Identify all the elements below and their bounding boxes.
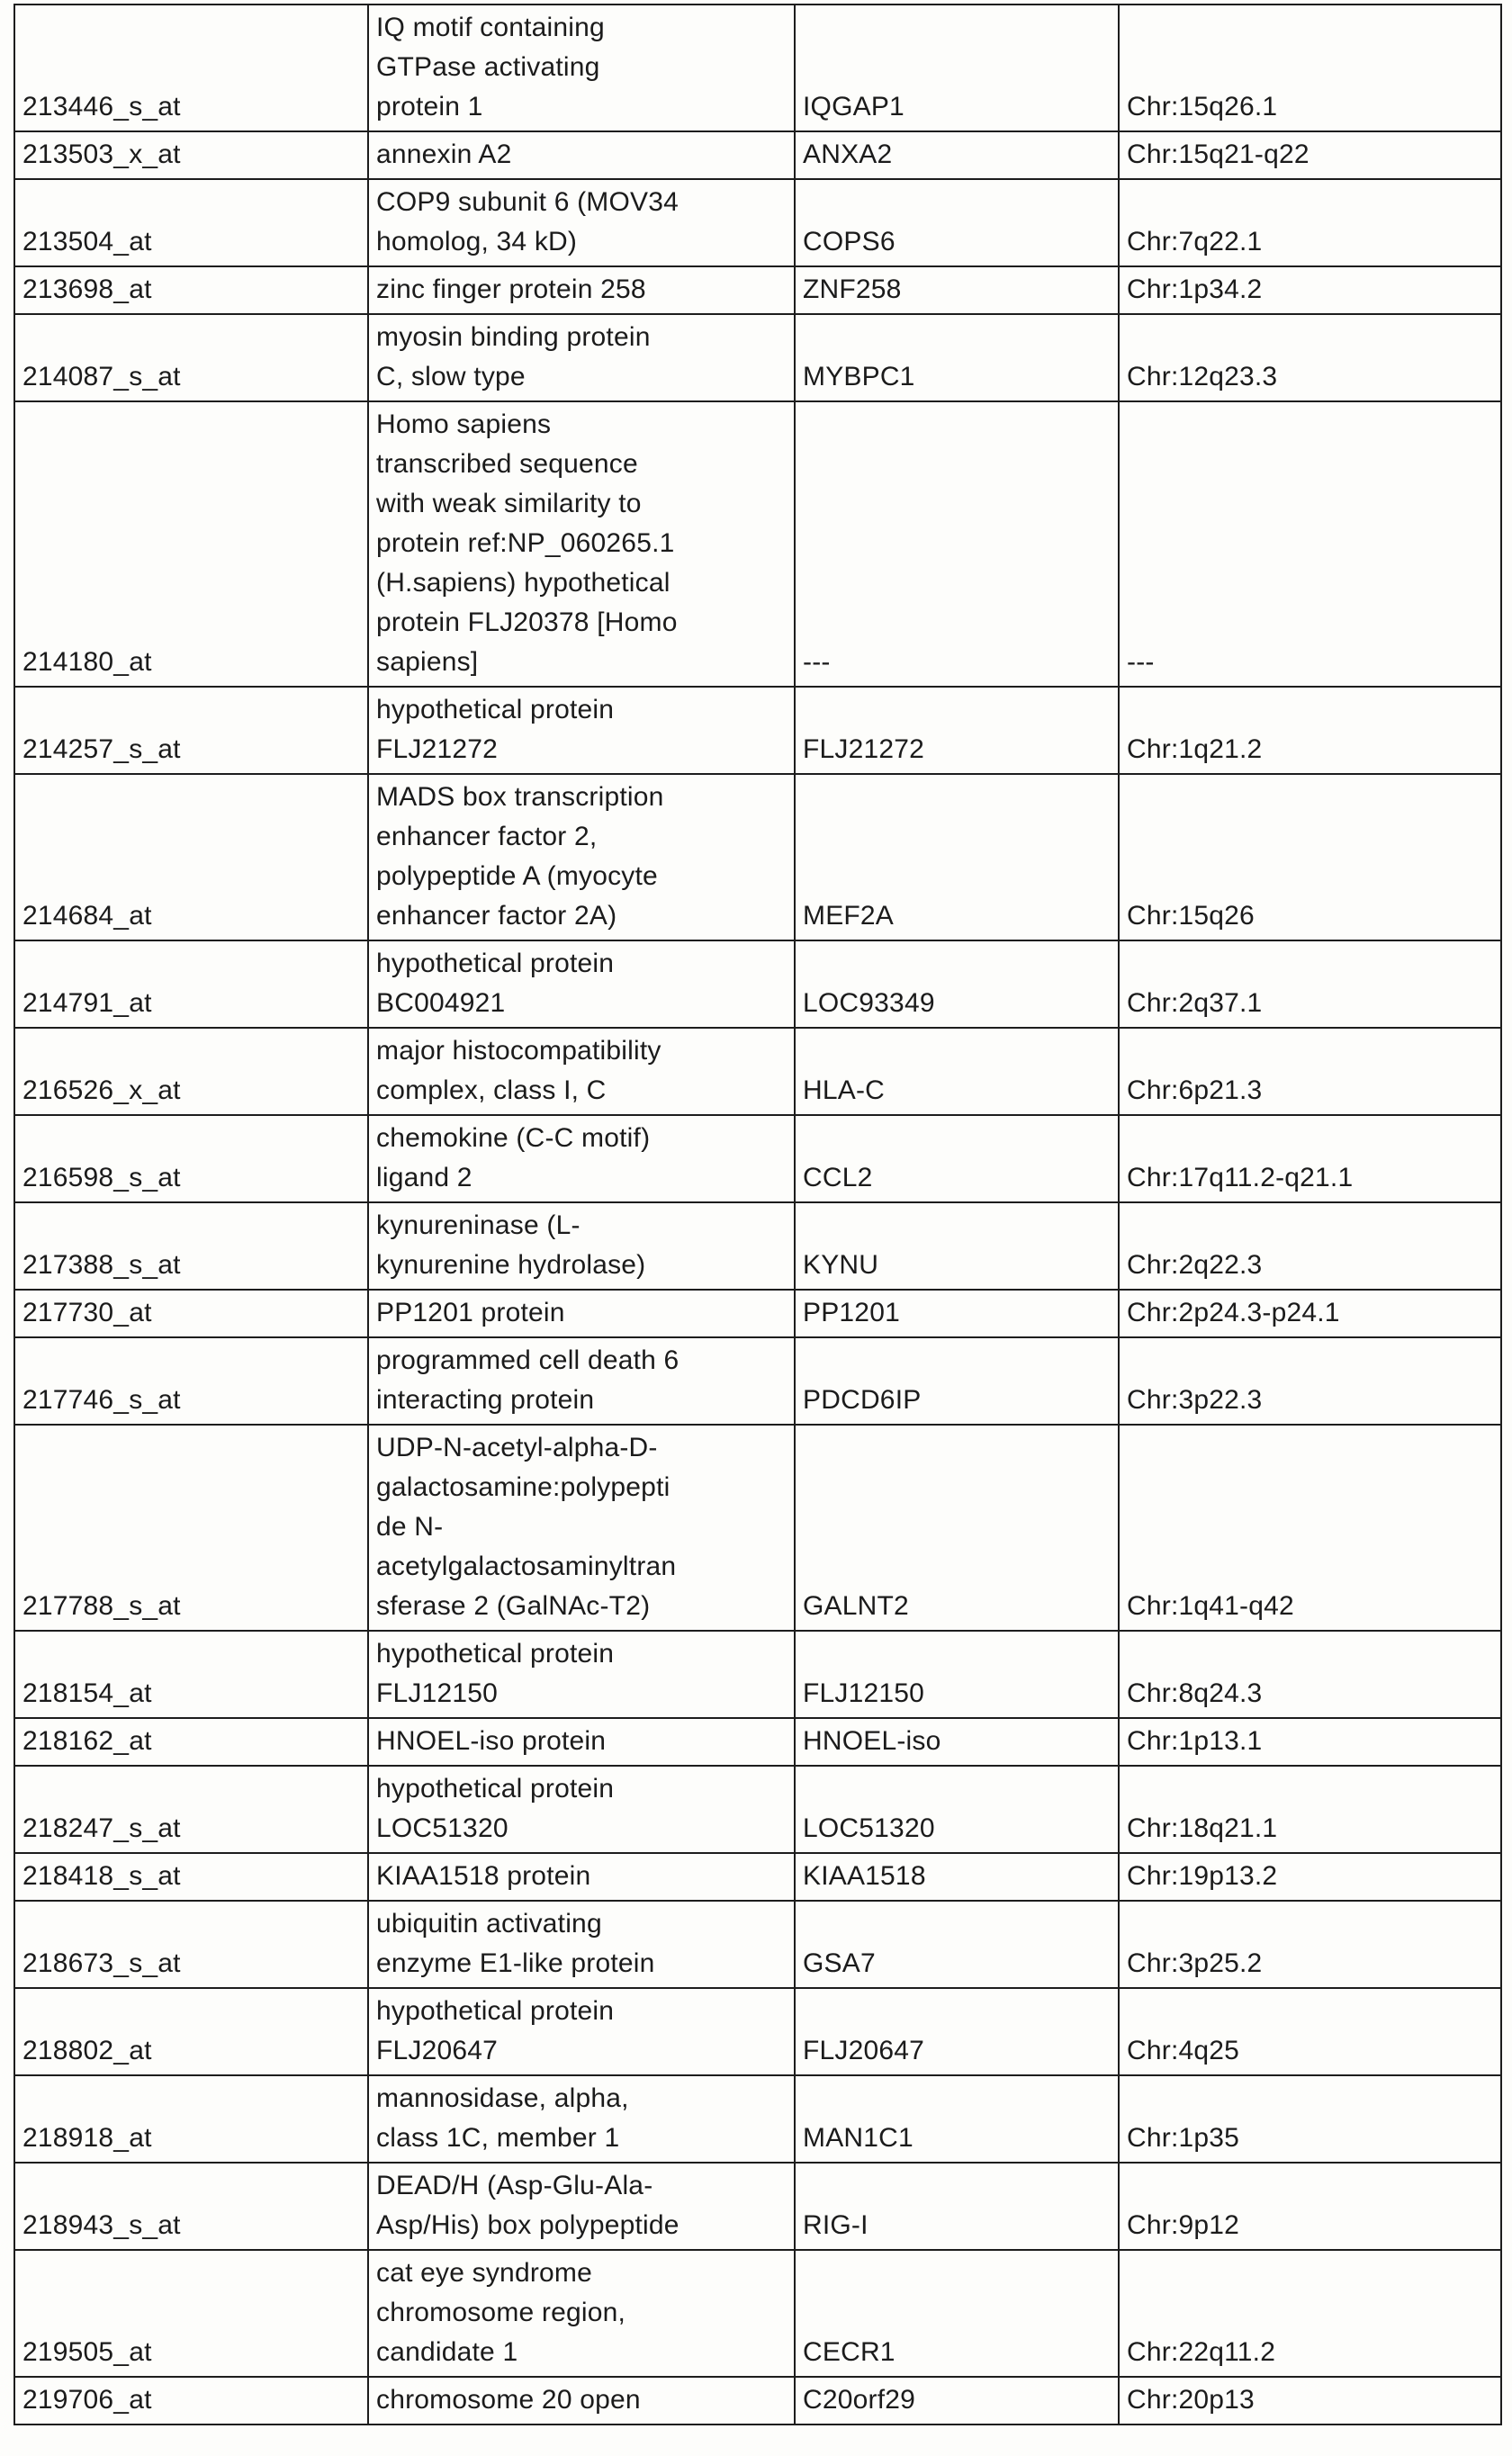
symbol-cell: CECR1 — [795, 2250, 1119, 2377]
description-cell: HNOEL-iso protein — [368, 1718, 795, 1766]
description-cell: major histocompatibility complex, class I, C — [368, 1028, 795, 1115]
description-cell: annexin A2 — [368, 131, 795, 179]
symbol-cell: FLJ21272 — [795, 687, 1119, 774]
probe-id-cell: 214180_at — [14, 401, 368, 687]
description-cell: cat eye syndrome chromosome region, candidate 1 — [368, 2250, 795, 2377]
table-row — [14, 940, 1501, 1028]
probe-id-cell: 213504_at — [14, 179, 368, 266]
symbol-cell: KIAA1518 — [795, 1853, 1119, 1901]
description-cell: hypothetical protein FLJ21272 — [368, 687, 795, 774]
symbol-cell: IQGAP1 — [795, 4, 1119, 131]
table-row — [14, 1853, 1501, 1901]
probe-id-cell: 218247_s_at — [14, 1766, 368, 1853]
symbol-cell: PDCD6IP — [795, 1337, 1119, 1425]
location-cell: Chr:2q37.1 — [1119, 940, 1501, 1028]
probe-id-cell: 218162_at — [14, 1718, 368, 1766]
location-cell: Chr:3p22.3 — [1119, 1337, 1501, 1425]
probe-id-cell: 214791_at — [14, 940, 368, 1028]
probe-id-cell: 219505_at — [14, 2250, 368, 2377]
symbol-cell: COPS6 — [795, 179, 1119, 266]
table-row — [14, 1290, 1501, 1337]
probe-id-cell: 213446_s_at — [14, 4, 368, 131]
description-cell: myosin binding protein C, slow type — [368, 314, 795, 401]
probe-id-cell: 214684_at — [14, 774, 368, 940]
table-row — [14, 1202, 1501, 1290]
probe-id-cell: 218154_at — [14, 1631, 368, 1718]
table-row — [14, 4, 1501, 131]
table-row — [14, 314, 1501, 401]
symbol-cell: FLJ12150 — [795, 1631, 1119, 1718]
symbol-cell: LOC51320 — [795, 1766, 1119, 1853]
table-row — [14, 2250, 1501, 2377]
location-cell: --- — [1119, 401, 1501, 687]
location-cell: Chr:3p25.2 — [1119, 1901, 1501, 1988]
table-row — [14, 1766, 1501, 1853]
location-cell: Chr:12q23.3 — [1119, 314, 1501, 401]
symbol-cell: HNOEL-iso — [795, 1718, 1119, 1766]
description-cell: UDP-N-acetyl-alpha-D- galactosamine:polypepti de N- acetylgalactosaminyltran sferase 2 (GalNAc-T2) — [368, 1425, 795, 1631]
table-row — [14, 266, 1501, 314]
description-cell: hypothetical protein FLJ12150 — [368, 1631, 795, 1718]
symbol-cell: KYNU — [795, 1202, 1119, 1290]
description-cell: MADS box transcription enhancer factor 2, polypeptide A (myocyte enhancer factor 2A) — [368, 774, 795, 940]
probe-id-cell: 218943_s_at — [14, 2163, 368, 2250]
location-cell: Chr:20p13 — [1119, 2377, 1501, 2425]
table-row — [14, 401, 1501, 687]
description-cell: hypothetical protein FLJ20647 — [368, 1988, 795, 2075]
location-cell: Chr:1p35 — [1119, 2075, 1501, 2163]
location-cell: Chr:19p13.2 — [1119, 1853, 1501, 1901]
symbol-cell: C20orf29 — [795, 2377, 1119, 2425]
probe-id-cell: 213503_x_at — [14, 131, 368, 179]
probe-id-cell: 214257_s_at — [14, 687, 368, 774]
symbol-cell: --- — [795, 401, 1119, 687]
description-cell: chromosome 20 open — [368, 2377, 795, 2425]
probe-id-cell: 218802_at — [14, 1988, 368, 2075]
location-cell: Chr:7q22.1 — [1119, 179, 1501, 266]
symbol-cell: CCL2 — [795, 1115, 1119, 1202]
location-cell: Chr:1p34.2 — [1119, 266, 1501, 314]
location-cell: Chr:8q24.3 — [1119, 1631, 1501, 1718]
description-cell: COP9 subunit 6 (MOV34 homolog, 34 kD) — [368, 179, 795, 266]
description-cell: hypothetical protein BC004921 — [368, 940, 795, 1028]
description-cell: programmed cell death 6 interacting protein — [368, 1337, 795, 1425]
table-row — [14, 2163, 1501, 2250]
table-row — [14, 1718, 1501, 1766]
gene-table-body — [14, 4, 1501, 2425]
symbol-cell: GALNT2 — [795, 1425, 1119, 1631]
location-cell: Chr:15q26.1 — [1119, 4, 1501, 131]
location-cell: Chr:9p12 — [1119, 2163, 1501, 2250]
table-row — [14, 1901, 1501, 1988]
probe-id-cell: 218918_at — [14, 2075, 368, 2163]
symbol-cell: LOC93349 — [795, 940, 1119, 1028]
table-row — [14, 2075, 1501, 2163]
location-cell: Chr:1q21.2 — [1119, 687, 1501, 774]
location-cell: Chr:2q22.3 — [1119, 1202, 1501, 1290]
location-cell: Chr:6p21.3 — [1119, 1028, 1501, 1115]
description-cell: zinc finger protein 258 — [368, 266, 795, 314]
table-row — [14, 1115, 1501, 1202]
location-cell: Chr:15q26 — [1119, 774, 1501, 940]
probe-id-cell: 216526_x_at — [14, 1028, 368, 1115]
symbol-cell: MAN1C1 — [795, 2075, 1119, 2163]
description-cell: PP1201 protein — [368, 1290, 795, 1337]
location-cell: Chr:1p13.1 — [1119, 1718, 1501, 1766]
probe-id-cell: 217388_s_at — [14, 1202, 368, 1290]
table-row — [14, 1425, 1501, 1631]
symbol-cell: HLA-C — [795, 1028, 1119, 1115]
symbol-cell: GSA7 — [795, 1901, 1119, 1988]
symbol-cell: MYBPC1 — [795, 314, 1119, 401]
symbol-cell: ANXA2 — [795, 131, 1119, 179]
location-cell: Chr:4q25 — [1119, 1988, 1501, 2075]
location-cell: Chr:1q41-q42 — [1119, 1425, 1501, 1631]
probe-id-cell: 217788_s_at — [14, 1425, 368, 1631]
description-cell: DEAD/H (Asp-Glu-Ala- Asp/His) box polypeptide — [368, 2163, 795, 2250]
table-row — [14, 2377, 1501, 2425]
location-cell: Chr:2p24.3-p24.1 — [1119, 1290, 1501, 1337]
location-cell: Chr:18q21.1 — [1119, 1766, 1501, 1853]
probe-id-cell: 217730_at — [14, 1290, 368, 1337]
location-cell: Chr:15q21-q22 — [1119, 131, 1501, 179]
symbol-cell: PP1201 — [795, 1290, 1119, 1337]
description-cell: hypothetical protein LOC51320 — [368, 1766, 795, 1853]
probe-id-cell: 219706_at — [14, 2377, 368, 2425]
description-cell: IQ motif containing GTPase activating protein 1 — [368, 4, 795, 131]
probe-id-cell: 217746_s_at — [14, 1337, 368, 1425]
symbol-cell: FLJ20647 — [795, 1988, 1119, 2075]
table-row — [14, 1988, 1501, 2075]
description-cell: ubiquitin activating enzyme E1-like protein — [368, 1901, 795, 1988]
description-cell: KIAA1518 protein — [368, 1853, 795, 1901]
description-cell: Homo sapiens transcribed sequence with weak similarity to protein ref:NP_060265.1 (H.sapiens) hypothetical protein FLJ20378 [Homo sapiens] — [368, 401, 795, 687]
description-cell: mannosidase, alpha, class 1C, member 1 — [368, 2075, 795, 2163]
table-row — [14, 1028, 1501, 1115]
probe-id-cell: 218418_s_at — [14, 1853, 368, 1901]
table-row — [14, 1337, 1501, 1425]
probe-id-cell: 216598_s_at — [14, 1115, 368, 1202]
description-cell: kynureninase (L- kynurenine hydrolase) — [368, 1202, 795, 1290]
symbol-cell: RIG-I — [795, 2163, 1119, 2250]
table-row — [14, 687, 1501, 774]
symbol-cell: ZNF258 — [795, 266, 1119, 314]
description-cell: chemokine (C-C motif) ligand 2 — [368, 1115, 795, 1202]
table-row — [14, 1631, 1501, 1718]
symbol-cell: MEF2A — [795, 774, 1119, 940]
location-cell: Chr:22q11.2 — [1119, 2250, 1501, 2377]
location-cell: Chr:17q11.2-q21.1 — [1119, 1115, 1501, 1202]
table-row — [14, 774, 1501, 940]
probe-id-cell: 218673_s_at — [14, 1901, 368, 1988]
gene-table — [14, 4, 1502, 2425]
table-row — [14, 131, 1501, 179]
probe-id-cell: 213698_at — [14, 266, 368, 314]
table-row — [14, 179, 1501, 266]
probe-id-cell: 214087_s_at — [14, 314, 368, 401]
